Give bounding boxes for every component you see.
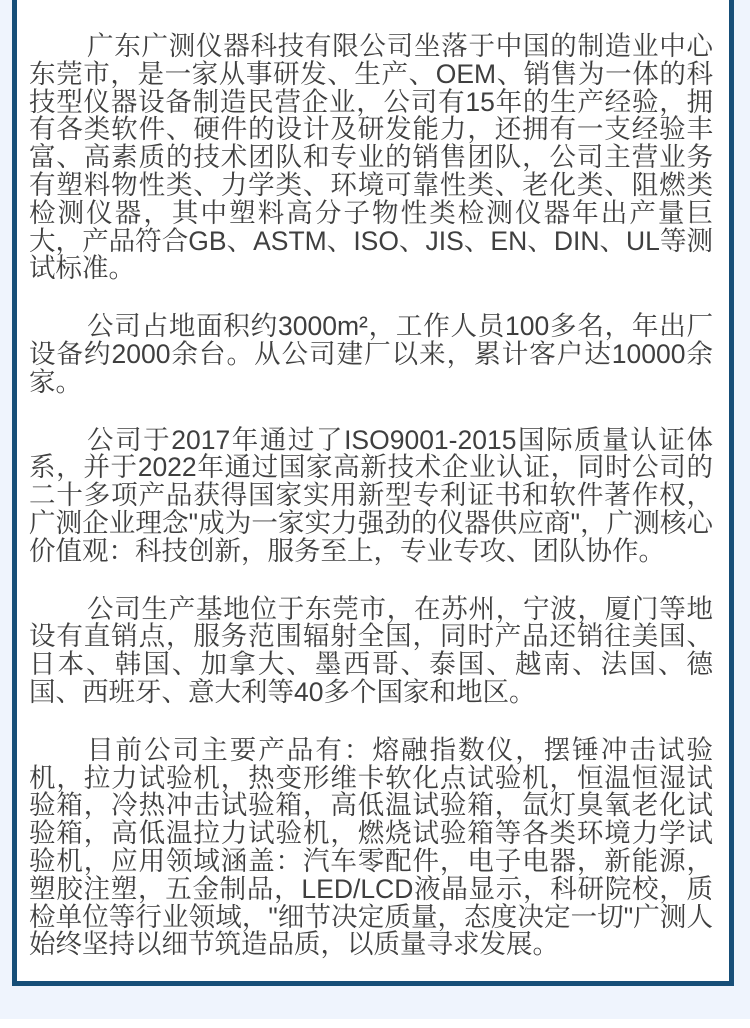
paragraph-main-products: 目前公司主要产品有：熔融指数仪，摆锤冲击试验机，拉力试验机，热变形维卡软化点试验机，恒温恒湿试验箱，冷热冲击试验箱，高低温试验箱，氙灯臭氧老化试验箱，高低温拉力试验机，燃烧试验箱等各类环境力学试验机，应用领域涵盖：汽车零配件，电子电器，新能源，塑胶注塑，五金制品，LED/LCD液晶显示，科研院校，质检单位等行业领域，"细节决定质量，态度决定一切"广测人始终坚持以细节筑造品质，以质量寻求发展。 (29, 734, 713, 960)
paragraph-certifications: 公司于2017年通过了ISO9001-2015国际质量认证体系，并于2022年通过国家高新技术企业认证，同时公司的二十多项产品获得国家实用新型专利证书和软件著作权，广测企业理念"成为一家实力强劲的仪器供应商"，广测核心价值观：科技创新，服务至上，专业专攻、团队协作。 (29, 424, 713, 566)
bottom-white-strip (0, 1019, 750, 1028)
company-profile-card (12, 0, 734, 986)
paragraph-sales-network: 公司生产基地位于东莞市，在苏州，宁波，厦门等地设有直销点，服务范围辐射全国，同时产品还销往美国、日本、韩国、加拿大、墨西哥、泰国、越南、法国、德国、西班牙、意大利等40多个国家和地区。 (29, 593, 713, 707)
company-profile-text (29, 33, 713, 959)
paragraph-company-intro: 广东广测仪器科技有限公司坐落于中国的制造业中心东莞市，是一家从事研发、生产、OEM、销售为一体的科技型仪器设备制造民营企业，公司有15年的生产经验，拥有各类软件、硬件的设计及研发能力，还拥有一支经验丰富、高素质的技术团队和专业的销售团队，公司主营业务有塑料物性类、力学类、环境可靠性类、老化类、阻燃类检测仪器，其中塑料高分子物性类检测仪器年出产量巨大，产品符合GB、ASTM、ISO、JIS、EN、DIN、UL等测试标准。 (29, 31, 713, 284)
paragraph-company-scale: 公司占地面积约3000m²，工作人员100多名，年出厂设备约2000余台。从公司建厂以来，累计客户达10000余家。 (29, 311, 713, 397)
